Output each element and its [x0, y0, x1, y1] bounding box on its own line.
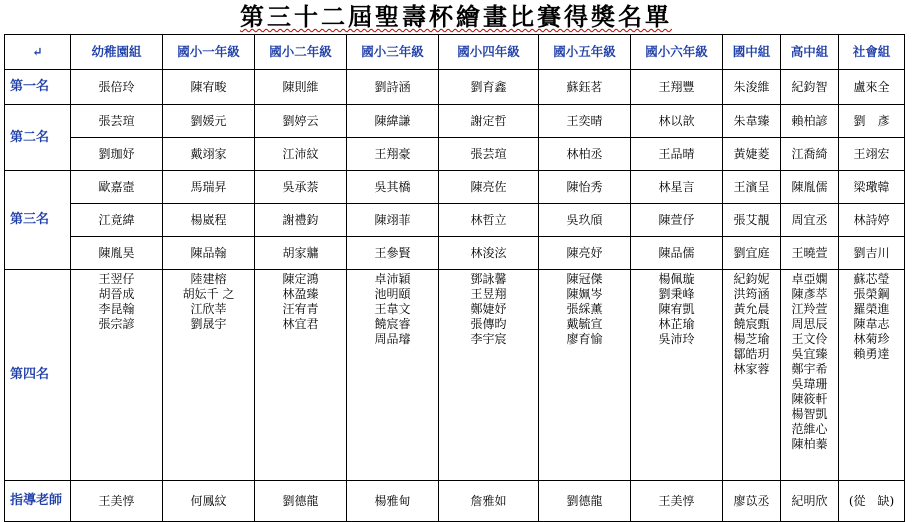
winner-name: 賴勇達 — [853, 347, 890, 361]
winner-name: 張宗諺 — [98, 317, 135, 331]
winner-name: 王文伶 — [791, 332, 828, 346]
teacher-name: 劉德龍 — [255, 481, 347, 522]
winner-name: 張倍玲 — [71, 70, 163, 105]
winner-list — [163, 270, 255, 481]
winner-name: 陳緯謙 — [347, 105, 439, 138]
winner-name: 林哲立 — [439, 204, 539, 237]
winner-name: 王曉萱 — [781, 237, 839, 270]
rank-label-second: 第二名 — [5, 105, 71, 171]
winner-list — [439, 270, 539, 481]
winner-name: 鄭宇希 — [791, 362, 828, 376]
teacher-name: 紀明欣 — [781, 481, 839, 522]
winner-name: 紀鈞妮 — [733, 272, 770, 286]
winner-name: 鄒皓玥 — [733, 347, 770, 361]
winner-name: 劉 彥 — [839, 105, 905, 138]
winner-name: 楊智凱 — [791, 407, 828, 421]
column-header: 國小一年級 — [163, 35, 255, 70]
winner-name: 戴翊家 — [163, 138, 255, 171]
winner-name: 陳胤儒 — [781, 171, 839, 204]
winner-name: 王翔豐 — [631, 70, 723, 105]
winner-name: 賴柏諺 — [781, 105, 839, 138]
winner-name: 陳萱伃 — [631, 204, 723, 237]
award-results-table — [4, 34, 905, 522]
winner-name: 謝定哲 — [439, 105, 539, 138]
winner-name: 林柏丞 — [539, 138, 631, 171]
winner-name: 江沛紋 — [255, 138, 347, 171]
winner-name: 李昆翰 — [98, 302, 135, 316]
teacher-name: 廖苡丞 — [723, 481, 781, 522]
winner-name: 林菊珍 — [853, 332, 890, 346]
winner-name: 黃允晨 — [733, 302, 770, 316]
winner-list — [839, 270, 905, 481]
teacher-name: 楊雅甸 — [347, 481, 439, 522]
winner-name: 張艾靚 — [723, 204, 781, 237]
winner-name: 盧來全 — [839, 70, 905, 105]
winner-name: 李宇宸 — [470, 332, 507, 346]
winner-name: 卓沛穎 — [374, 272, 411, 286]
winner-name: 黃婕菱 — [723, 138, 781, 171]
rank-label-third: 第三名 — [5, 171, 71, 270]
winner-name: 戴毓宣 — [566, 317, 603, 331]
winner-name: 王翊宏 — [839, 138, 905, 171]
teachers-row — [5, 481, 905, 522]
winner-name: 陳柏蓁 — [791, 437, 828, 451]
column-header: 國小二年級 — [255, 35, 347, 70]
winner-name: 張芸瑄 — [71, 105, 163, 138]
winner-name: 林以歆 — [631, 105, 723, 138]
winner-list — [255, 270, 347, 481]
winner-name: 胡家牅 — [255, 237, 347, 270]
winner-name: 劉秉峰 — [658, 287, 695, 301]
winner-name: 陳怡秀 — [539, 171, 631, 204]
third-place-row — [5, 171, 905, 204]
teacher-name: 何鳳紋 — [163, 481, 255, 522]
winner-name: 吳其橋 — [347, 171, 439, 204]
winner-name: 陳宥畯 — [163, 70, 255, 105]
winner-name: 劉宜庭 — [723, 237, 781, 270]
third-place-row — [5, 237, 905, 270]
winner-name: 王昱翔 — [470, 287, 507, 301]
column-header: 幼稚園組 — [71, 35, 163, 70]
winner-name: 饒宸睿 — [374, 317, 411, 331]
winner-name: 陸建榕 — [190, 272, 227, 286]
winner-name: 王參賢 — [347, 237, 439, 270]
winner-name: 陳筱軒 — [791, 392, 828, 406]
winner-name: 王濱呈 — [723, 171, 781, 204]
second-place-row — [5, 138, 905, 171]
column-header: 高中組 — [781, 35, 839, 70]
winner-name: 歐嘉壼 — [71, 171, 163, 204]
winner-name: 王品晴 — [631, 138, 723, 171]
winner-name: 王奕晴 — [539, 105, 631, 138]
winner-name: 陳韋志 — [853, 317, 890, 331]
winner-list — [539, 270, 631, 481]
winner-name: 陳彥萃 — [791, 287, 828, 301]
winner-name: 劉婷云 — [255, 105, 347, 138]
winner-name: 劉晟宇 — [190, 317, 227, 331]
winner-name: 卓亞嫻 — [791, 272, 828, 286]
winner-name: 馬瑞昇 — [163, 171, 255, 204]
winner-name: 楊佩璇 — [658, 272, 695, 286]
winner-name: 劉珈妤 — [71, 138, 163, 171]
winner-name: 劉詩涵 — [347, 70, 439, 105]
winner-name: 陳定鴻 — [282, 272, 319, 286]
column-header: 國小四年級 — [439, 35, 539, 70]
winner-name: 吳宜臻 — [791, 347, 828, 361]
column-header: 國小六年級 — [631, 35, 723, 70]
winner-name: 蘇鈺茗 — [539, 70, 631, 105]
winner-name: 江羚萱 — [791, 302, 828, 316]
fourth-place-row — [5, 270, 905, 481]
winner-name: 胡妘千 之 — [182, 287, 235, 301]
winner-name: 蘇芯瑩 — [853, 272, 890, 286]
winner-name: 梁璥韓 — [839, 171, 905, 204]
winner-name: 吳玖頎 — [539, 204, 631, 237]
winner-name: 張綵薰 — [566, 302, 603, 316]
winner-name: 楊崴程 — [163, 204, 255, 237]
winner-name: 江喬綺 — [781, 138, 839, 171]
winner-name: 廖育愉 — [566, 332, 603, 346]
column-header: 國小五年級 — [539, 35, 631, 70]
winner-list — [631, 270, 723, 481]
winner-name: 林詩婷 — [839, 204, 905, 237]
winner-name: 林盈臻 — [282, 287, 319, 301]
winner-name: 朱韋臻 — [723, 105, 781, 138]
winner-name: 陳品儒 — [631, 237, 723, 270]
winner-list — [347, 270, 439, 481]
winner-name: 林宜君 — [282, 317, 319, 331]
winner-name: 陳宥凱 — [658, 302, 695, 316]
winner-name: 紀鈞智 — [781, 70, 839, 105]
header-row — [5, 35, 905, 70]
winner-name: 林家蓉 — [733, 362, 770, 376]
winner-name: 王翔豪 — [347, 138, 439, 171]
winner-list — [723, 270, 781, 481]
first-place-row — [5, 70, 905, 105]
rank-label-first: 第一名 — [5, 70, 71, 105]
winner-name: 王韋文 — [374, 302, 411, 316]
winner-list — [71, 270, 163, 481]
winner-name: 洪筠涵 — [733, 287, 770, 301]
teacher-name: 王美惇 — [71, 481, 163, 522]
teacher-name: (從 缺) — [839, 481, 905, 522]
winner-name: 江竟緯 — [71, 204, 163, 237]
column-header: 社會組 — [839, 35, 905, 70]
teacher-name: 王美惇 — [631, 481, 723, 522]
winner-name: 劉媛元 — [163, 105, 255, 138]
winner-name: 胡晉成 — [98, 287, 135, 301]
winner-name: 鄧詠馨 — [470, 272, 507, 286]
winner-name: 陳冠傑 — [566, 272, 603, 286]
winner-name: 鄭婕妤 — [470, 302, 507, 316]
winner-list — [781, 270, 839, 481]
winner-name: 周思辰 — [791, 317, 828, 331]
winner-name: 林芷瑜 — [658, 317, 695, 331]
winner-name: 陳則維 — [255, 70, 347, 105]
winner-name: 陳亮妤 — [539, 237, 631, 270]
winner-name: 陳亮佐 — [439, 171, 539, 204]
winner-name: 陳品翰 — [163, 237, 255, 270]
third-place-row — [5, 204, 905, 237]
winner-name: 陳胤昊 — [71, 237, 163, 270]
column-header: 國小三年級 — [347, 35, 439, 70]
winner-name: 張傳昀 — [470, 317, 507, 331]
teacher-name: 詹雅如 — [439, 481, 539, 522]
winner-name: 羅榮進 — [853, 302, 890, 316]
winner-name: 王翌仔 — [98, 272, 135, 286]
winner-name: 池明頤 — [374, 287, 411, 301]
winner-name: 林星言 — [631, 171, 723, 204]
page-title: 第三十二屆聖壽杯繪畫比賽得獎名單 — [240, 2, 672, 31]
winner-name: 謝禮鈞 — [255, 204, 347, 237]
winner-name: 楊芝瑜 — [733, 332, 770, 346]
winner-name: 張榮鋼 — [853, 287, 890, 301]
winner-name: 吳沛玲 — [658, 332, 695, 346]
rank-label-teachers: 指導老師 — [5, 481, 71, 522]
column-header: 國中組 — [723, 35, 781, 70]
rank-label-fourth: 第四名 — [5, 270, 71, 481]
winner-name: 張芸瑄 — [439, 138, 539, 171]
winner-name: 江欣莘 — [190, 302, 227, 316]
winner-name: 吳承萘 — [255, 171, 347, 204]
winner-name: 周宜丞 — [781, 204, 839, 237]
winner-name: 劉吉川 — [839, 237, 905, 270]
winner-name: 汪宥青 — [282, 302, 319, 316]
winner-name: 范維心 — [791, 422, 828, 436]
teacher-name: 劉德龍 — [539, 481, 631, 522]
winner-name: 吳瑋珊 — [791, 377, 828, 391]
winner-name: 陳翊菲 — [347, 204, 439, 237]
winner-name: 陳姵岑 — [566, 287, 603, 301]
winner-name: 劉育鑫 — [439, 70, 539, 105]
second-place-row — [5, 105, 905, 138]
winner-name: 周品璿 — [374, 332, 411, 346]
corner-cell: ↵ — [5, 35, 71, 70]
winner-name: 林浚泫 — [439, 237, 539, 270]
winner-name: 饒宸甄 — [733, 317, 770, 331]
winner-name: 朱浚維 — [723, 70, 781, 105]
